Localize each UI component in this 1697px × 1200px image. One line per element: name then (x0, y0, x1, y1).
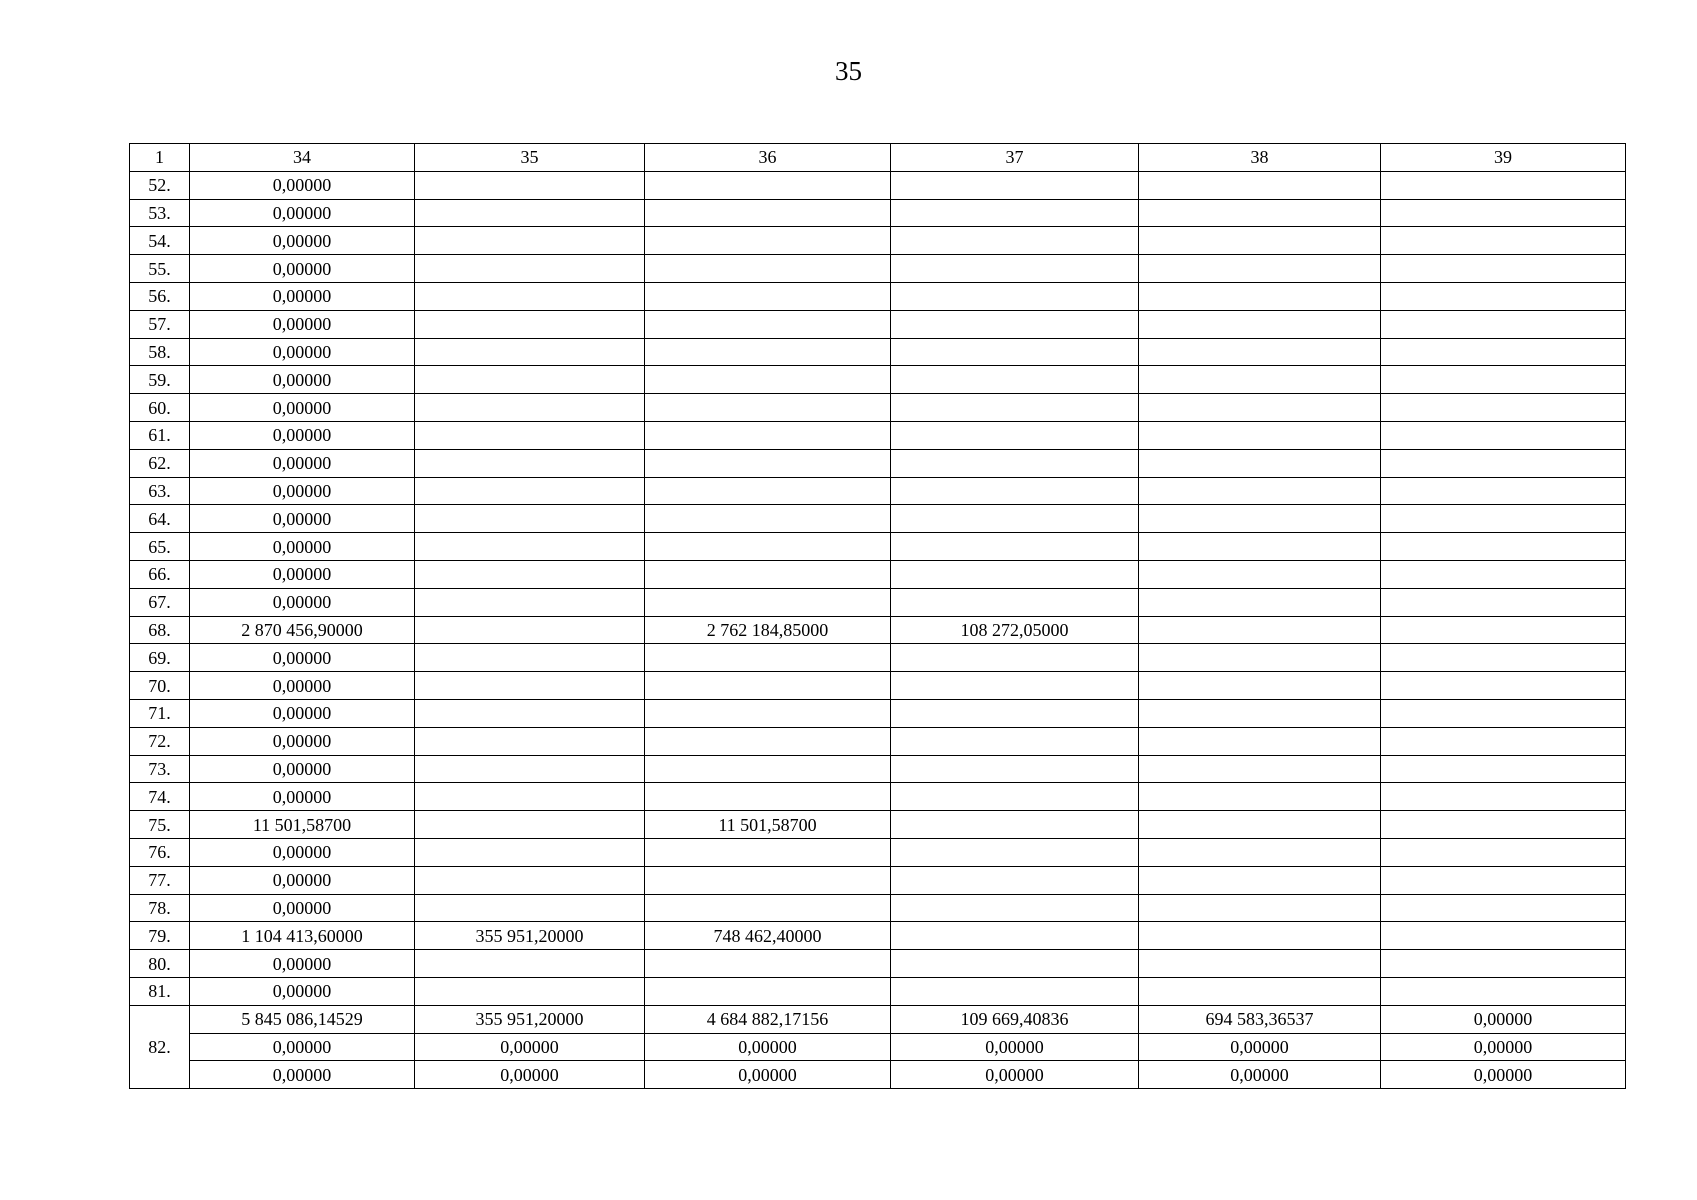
table-cell (1139, 255, 1381, 283)
row-number-cell: 53. (130, 199, 190, 227)
table-row (130, 505, 1626, 533)
table-cell (891, 699, 1139, 727)
table-row (130, 616, 1626, 644)
table-cell (1139, 672, 1381, 700)
table-row (130, 199, 1626, 227)
total-cell: 0,00000 (1381, 1061, 1626, 1089)
table-cell (891, 588, 1139, 616)
table-cell: 0,00000 (190, 950, 415, 978)
table-cell (891, 282, 1139, 310)
table-cell (415, 644, 645, 672)
total-cell: 0,00000 (1139, 1033, 1381, 1061)
row-number-cell: 74. (130, 783, 190, 811)
table-row (130, 811, 1626, 839)
table-row (130, 894, 1626, 922)
table-cell (891, 950, 1139, 978)
table-cell (415, 588, 645, 616)
table-cell (1381, 366, 1626, 394)
table-cell (415, 894, 645, 922)
table-body (130, 171, 1626, 1088)
row-number-cell: 79. (130, 922, 190, 950)
table-cell (1139, 727, 1381, 755)
row-number-cell: 66. (130, 560, 190, 588)
row-number-cell: 59. (130, 366, 190, 394)
table-cell: 0,00000 (190, 533, 415, 561)
row-number-cell: 70. (130, 672, 190, 700)
row-number-cell: 58. (130, 338, 190, 366)
table-cell (645, 310, 891, 338)
table-cell (645, 588, 891, 616)
table-cell: 0,00000 (190, 171, 415, 199)
total-cell: 694 583,36537 (1139, 1005, 1381, 1033)
table-cell (1381, 533, 1626, 561)
table-cell (891, 171, 1139, 199)
table-cell: 0,00000 (190, 394, 415, 422)
table-cell: 0,00000 (190, 227, 415, 255)
table-cell (415, 310, 645, 338)
table-cell (415, 282, 645, 310)
table-cell (1381, 394, 1626, 422)
table-cell: 0,00000 (190, 866, 415, 894)
table-cell: 0,00000 (190, 894, 415, 922)
table-row (130, 755, 1626, 783)
table-cell (1139, 227, 1381, 255)
table-cell: 0,00000 (190, 699, 415, 727)
row-number-cell: 65. (130, 533, 190, 561)
table-cell (645, 783, 891, 811)
table-cell: 2 762 184,85000 (645, 616, 891, 644)
header-row (130, 144, 1626, 172)
table-cell (891, 727, 1139, 755)
table-cell (1139, 171, 1381, 199)
table-cell (1381, 644, 1626, 672)
table-cell (891, 449, 1139, 477)
table-cell (645, 394, 891, 422)
table-cell (1139, 310, 1381, 338)
row-number-cell: 71. (130, 699, 190, 727)
table-cell (645, 477, 891, 505)
table-row (130, 338, 1626, 366)
table-cell (1139, 950, 1381, 978)
table-cell (1381, 310, 1626, 338)
row-number-cell: 61. (130, 421, 190, 449)
table-cell (1381, 699, 1626, 727)
page-number: 35 (835, 56, 862, 86)
table-cell (1139, 366, 1381, 394)
table-cell (1381, 727, 1626, 755)
table-cell (415, 616, 645, 644)
column-header: 39 (1381, 144, 1626, 172)
row-number-cell: 56. (130, 282, 190, 310)
total-cell: 0,00000 (1139, 1061, 1381, 1089)
table-cell: 0,00000 (190, 449, 415, 477)
table-cell (1139, 699, 1381, 727)
row-number-cell: 60. (130, 394, 190, 422)
table-cell (645, 755, 891, 783)
table-cell (1139, 616, 1381, 644)
total-cell: 0,00000 (190, 1061, 415, 1089)
table-cell (415, 672, 645, 700)
table-cell (891, 866, 1139, 894)
table-row (130, 783, 1626, 811)
table-cell (415, 838, 645, 866)
table-cell (415, 394, 645, 422)
table-cell: 108 272,05000 (891, 616, 1139, 644)
table-cell (415, 171, 645, 199)
table-cell (891, 505, 1139, 533)
table-cell (415, 811, 645, 839)
table-row (130, 255, 1626, 283)
table-cell: 0,00000 (190, 255, 415, 283)
row-number-cell: 75. (130, 811, 190, 839)
table-cell (891, 533, 1139, 561)
column-header: 37 (891, 144, 1139, 172)
table-cell (645, 560, 891, 588)
row-number-cell: 76. (130, 838, 190, 866)
table-cell (1139, 588, 1381, 616)
table-cell (415, 755, 645, 783)
table-cell (645, 227, 891, 255)
table-cell (891, 227, 1139, 255)
total-cell: 0,00000 (891, 1033, 1139, 1061)
total-cell: 0,00000 (415, 1061, 645, 1089)
table-cell (415, 699, 645, 727)
table-cell (891, 644, 1139, 672)
table-cell (1139, 838, 1381, 866)
table-cell (415, 505, 645, 533)
table-row (130, 449, 1626, 477)
data-table (129, 143, 1626, 1089)
table-cell: 0,00000 (190, 588, 415, 616)
table-cell (645, 727, 891, 755)
total-cell: 0,00000 (645, 1061, 891, 1089)
table-cell (1139, 894, 1381, 922)
table-cell (1381, 227, 1626, 255)
total-cell: 5 845 086,14529 (190, 1005, 415, 1033)
table-cell (415, 950, 645, 978)
table-cell (891, 366, 1139, 394)
table-cell (415, 199, 645, 227)
table-cell: 11 501,58700 (645, 811, 891, 839)
table-cell (1381, 950, 1626, 978)
table-row (130, 533, 1626, 561)
table-cell (645, 505, 891, 533)
table-cell (1381, 894, 1626, 922)
table-cell (415, 727, 645, 755)
table-row (130, 672, 1626, 700)
table-cell: 0,00000 (190, 977, 415, 1005)
table-cell (891, 672, 1139, 700)
table-cell (1139, 394, 1381, 422)
table-cell: 0,00000 (190, 783, 415, 811)
table-row (130, 644, 1626, 672)
table-cell (1381, 838, 1626, 866)
table-cell (1381, 199, 1626, 227)
table-cell: 0,00000 (190, 282, 415, 310)
table-row (130, 838, 1626, 866)
table-cell (891, 477, 1139, 505)
table-row (130, 477, 1626, 505)
column-header: 1 (130, 144, 190, 172)
table-cell (891, 755, 1139, 783)
total-cell: 4 684 882,17156 (645, 1005, 891, 1033)
table-cell (415, 977, 645, 1005)
table-row (130, 171, 1626, 199)
row-number-cell: 81. (130, 977, 190, 1005)
table-cell (1381, 505, 1626, 533)
table-cell (645, 171, 891, 199)
table-cell (891, 977, 1139, 1005)
table-cell (1139, 199, 1381, 227)
total-cell: 109 669,40836 (891, 1005, 1139, 1033)
table-cell (415, 783, 645, 811)
row-number-cell: 68. (130, 616, 190, 644)
table-cell (891, 838, 1139, 866)
table-cell (1139, 338, 1381, 366)
table-row (130, 699, 1626, 727)
row-number-cell: 80. (130, 950, 190, 978)
table-row (130, 922, 1626, 950)
table-cell (1381, 171, 1626, 199)
table-cell (1381, 477, 1626, 505)
table-cell (891, 255, 1139, 283)
row-number-cell: 62. (130, 449, 190, 477)
column-header: 34 (190, 144, 415, 172)
table-cell: 0,00000 (190, 366, 415, 394)
table-cell (1381, 616, 1626, 644)
total-cell: 0,00000 (1381, 1033, 1626, 1061)
table-cell (1381, 560, 1626, 588)
table-cell (645, 449, 891, 477)
table-cell (1139, 783, 1381, 811)
table-cell: 0,00000 (190, 421, 415, 449)
table-cell (1139, 477, 1381, 505)
table-cell (1381, 811, 1626, 839)
table-cell (891, 922, 1139, 950)
column-header: 38 (1139, 144, 1381, 172)
table-cell: 0,00000 (190, 838, 415, 866)
table-cell: 0,00000 (190, 755, 415, 783)
table-cell (1139, 560, 1381, 588)
table-cell (891, 394, 1139, 422)
table-cell (891, 199, 1139, 227)
row-number-cell: 78. (130, 894, 190, 922)
table-cell (645, 838, 891, 866)
table-cell (1139, 755, 1381, 783)
table-cell: 1 104 413,60000 (190, 922, 415, 950)
table-cell (1381, 449, 1626, 477)
table-cell: 355 951,20000 (415, 922, 645, 950)
table-cell (645, 282, 891, 310)
table-cell (415, 533, 645, 561)
table-row (130, 727, 1626, 755)
table-row (130, 227, 1626, 255)
table-cell: 0,00000 (190, 727, 415, 755)
table-row (130, 366, 1626, 394)
row-number-cell: 54. (130, 227, 190, 255)
table-cell (1139, 922, 1381, 950)
table-cell (645, 699, 891, 727)
table-row (130, 394, 1626, 422)
table-cell (415, 255, 645, 283)
total-cell: 0,00000 (1381, 1005, 1626, 1033)
table-cell (645, 866, 891, 894)
table-cell (645, 255, 891, 283)
table-row (130, 560, 1626, 588)
table-cell (1381, 255, 1626, 283)
total-cell: 0,00000 (190, 1033, 415, 1061)
table-cell: 0,00000 (190, 644, 415, 672)
table-cell (1139, 505, 1381, 533)
row-number-cell: 67. (130, 588, 190, 616)
table-cell (645, 977, 891, 1005)
table-cell (891, 811, 1139, 839)
table-cell (645, 366, 891, 394)
row-number-cell: 69. (130, 644, 190, 672)
row-number-cell: 57. (130, 310, 190, 338)
table-row (130, 866, 1626, 894)
table-cell (415, 560, 645, 588)
table-cell (1381, 421, 1626, 449)
table-cell (415, 477, 645, 505)
table-cell (1139, 282, 1381, 310)
table-cell (415, 421, 645, 449)
table-cell (645, 338, 891, 366)
table-cell: 2 870 456,90000 (190, 616, 415, 644)
table-cell (645, 199, 891, 227)
table-cell (1139, 811, 1381, 839)
table-cell (891, 421, 1139, 449)
table-cell: 11 501,58700 (190, 811, 415, 839)
table-cell (1139, 866, 1381, 894)
table-row (130, 588, 1626, 616)
table-cell (1381, 866, 1626, 894)
total-row-label: 82. (130, 1005, 190, 1088)
table-cell (645, 894, 891, 922)
table-cell (415, 866, 645, 894)
table-cell (1381, 588, 1626, 616)
total-cell: 0,00000 (645, 1033, 891, 1061)
table-cell (891, 894, 1139, 922)
table-cell (1381, 282, 1626, 310)
row-number-cell: 72. (130, 727, 190, 755)
table-cell (1139, 449, 1381, 477)
row-number-cell: 55. (130, 255, 190, 283)
table-cell (1139, 533, 1381, 561)
table-cell (1381, 922, 1626, 950)
table-cell (645, 950, 891, 978)
table-cell: 0,00000 (190, 338, 415, 366)
table-cell (1139, 421, 1381, 449)
table-cell (645, 672, 891, 700)
table-cell (645, 533, 891, 561)
table-cell (415, 366, 645, 394)
column-header: 35 (415, 144, 645, 172)
table-cell (1139, 644, 1381, 672)
table-cell: 748 462,40000 (645, 922, 891, 950)
table-cell (891, 560, 1139, 588)
table-cell (1381, 755, 1626, 783)
table-row (130, 977, 1626, 1005)
table-cell: 0,00000 (190, 477, 415, 505)
table-row (130, 310, 1626, 338)
total-row (130, 1005, 1626, 1033)
row-number-cell: 73. (130, 755, 190, 783)
table-row (130, 421, 1626, 449)
table-cell (1381, 672, 1626, 700)
table-cell (891, 783, 1139, 811)
total-row (130, 1061, 1626, 1089)
table-row (130, 950, 1626, 978)
row-number-cell: 63. (130, 477, 190, 505)
table-cell: 0,00000 (190, 505, 415, 533)
table-cell (1381, 338, 1626, 366)
table-cell (415, 227, 645, 255)
total-row (130, 1033, 1626, 1061)
table-cell: 0,00000 (190, 310, 415, 338)
table-cell: 0,00000 (190, 199, 415, 227)
table-cell: 0,00000 (190, 560, 415, 588)
total-cell: 355 951,20000 (415, 1005, 645, 1033)
row-number-cell: 64. (130, 505, 190, 533)
row-number-cell: 77. (130, 866, 190, 894)
table-cell (891, 310, 1139, 338)
table-cell (415, 449, 645, 477)
column-header: 36 (645, 144, 891, 172)
total-cell: 0,00000 (415, 1033, 645, 1061)
total-cell: 0,00000 (891, 1061, 1139, 1089)
table-cell (1381, 977, 1626, 1005)
table-cell: 0,00000 (190, 672, 415, 700)
table-cell (645, 644, 891, 672)
table-cell (1381, 783, 1626, 811)
table-cell (645, 421, 891, 449)
table-cell (415, 338, 645, 366)
table-cell (891, 338, 1139, 366)
table-cell (1139, 977, 1381, 1005)
table-row (130, 282, 1626, 310)
row-number-cell: 52. (130, 171, 190, 199)
